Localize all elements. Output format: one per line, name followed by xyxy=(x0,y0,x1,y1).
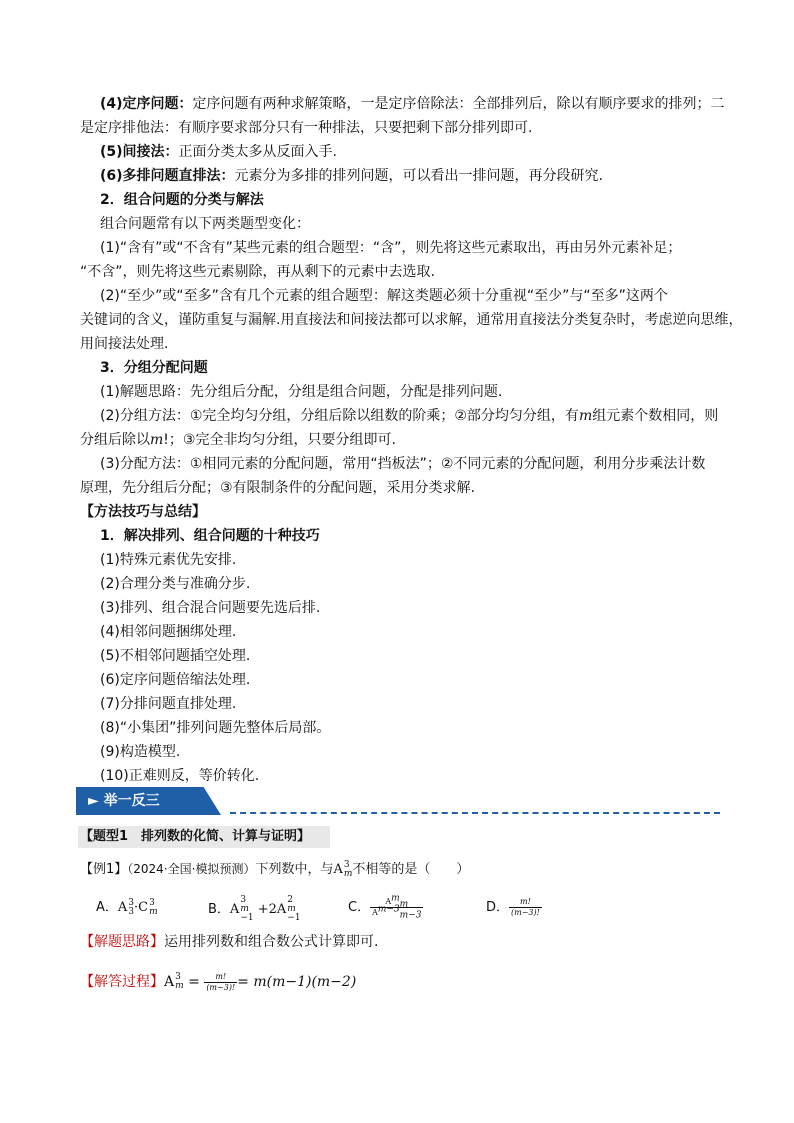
grouping-p2-line1 xyxy=(100,404,740,428)
method-item: (3)排列、组合混合问题要先选后排. xyxy=(100,600,321,616)
example1-stem-pre: 下列数中，与 xyxy=(255,862,334,877)
choice-c-label: C． xyxy=(348,900,371,915)
process-formula-rhs: = m(m−1)(m−2) xyxy=(237,974,357,990)
choice-c-formula: $\frac{A^m_m}{A^{m-3}_{m-3}}$ xyxy=(372,893,422,921)
grouping-p2-var: m xyxy=(578,408,593,424)
grouping-p3-line2: 原理，先分组后分配；③有限制条件的分配问题，采用分类求解. xyxy=(80,480,475,496)
choice-b xyxy=(208,896,301,923)
item4-line1 xyxy=(100,92,740,116)
grouping-p2-pre: (2)分组方法：①完全均匀分组，分组后除以组数的阶乘；②部分均匀分组，有 xyxy=(100,408,579,424)
example1-source: （2024·全国·模拟预测） xyxy=(127,862,256,876)
combination-intro: 组合问题常有以下两类题型变化： xyxy=(100,216,310,232)
choice-d-formula: $\frac{m!}{(m-3)!}$ xyxy=(511,897,540,917)
method-item: (1)特殊元素优先安排. xyxy=(100,552,237,568)
choice-b-formula: A 3 m −1 +2A 2 m −1 xyxy=(229,895,301,923)
choice-d xyxy=(486,896,542,920)
choice-b-label: B． xyxy=(208,902,230,917)
method-item: (8)“小集团”排列问题先整体后局部。 xyxy=(100,720,331,736)
formula-a-m-3: A 3 m xyxy=(333,859,353,879)
solution-process xyxy=(80,970,720,994)
grouping-p2-line2 xyxy=(80,428,720,452)
item4-label: (4)定序问题： xyxy=(100,96,193,112)
combination-p2-line1: (2)“至少”或“至多”含有几个元素的组合题型：解这类题必须十分重视“至少”与“至多”这两个 xyxy=(100,288,668,304)
choice-a-formula: A 3 3 ·C 3 m xyxy=(117,897,158,917)
methods-heading: 【方法技巧与总结】 xyxy=(80,504,206,520)
choice-a-label: A． xyxy=(96,900,118,915)
item6-text: 元素分为多排的排列问题，可以看出一排问题，再分段研究. xyxy=(234,168,603,184)
banner-dash-line xyxy=(230,812,720,814)
item6-line xyxy=(100,164,740,188)
combination-p2-line2: 关键词的含义，谨防重复与漏解.用直接法和间接法都可以求解，通常用直接法分类复杂时，考虑逆向思维， xyxy=(80,312,743,328)
solution-process-label: 【解答过程】 xyxy=(80,974,164,990)
solution-idea-label: 【解题思路】 xyxy=(80,934,164,950)
combination-p1-line1: (1)“含有”或“不含有”某些元素的组合题型：“含”，则先将这些元素取出，再由另外元素补足； xyxy=(100,240,682,256)
section-banner xyxy=(76,787,221,815)
grouping-heading: 3．分组分配问题 xyxy=(100,360,208,376)
grouping-p1: (1)解题思路：先分组后分配，分组是组合问题，分配是排列问题. xyxy=(100,384,503,400)
type1-title: 【题型1 排列数的化简、计算与证明】 xyxy=(80,829,311,844)
grouping-p2-post: 组元素个数相同，则 xyxy=(592,408,719,424)
item6-label: (6)多排问题直排法： xyxy=(100,168,235,184)
banner-label: 举一反三 xyxy=(103,793,160,809)
solution-idea xyxy=(80,930,720,954)
methods-subheading: 1．解决排列、组合问题的十种技巧 xyxy=(100,528,320,544)
example1-stem-post: 不相等的是（ ） xyxy=(352,862,470,877)
grouping-p2b-pre: 分组后除以 xyxy=(80,432,150,448)
method-item: (9)构造模型. xyxy=(100,744,181,760)
example1-stem xyxy=(80,857,720,882)
choice-d-label: D． xyxy=(486,900,510,915)
method-item: (2)合理分类与准确分步. xyxy=(100,576,251,592)
process-fraction: $\frac{m!}{(m-3)!}$ xyxy=(206,971,236,992)
process-formula-lhs: A 3 m = xyxy=(164,972,205,991)
item4-text: 定序问题有两种求解策略，一是定序倍除法：全部排列后，除以有顺序要求的排列；二 xyxy=(192,96,725,112)
item4-line2: 是定序排他法：有顺序要求部分只有一种排法，只要把剩下部分排列即可. xyxy=(80,120,533,136)
grouping-p3-line1: (3)分配方法：①相同元素的分配问题，常用“挡板法”；②不同元素的分配问题，利用分步乘法计数 xyxy=(100,456,706,472)
grouping-p2b-var: m xyxy=(150,432,164,448)
method-item: (7)分排问题直排处理. xyxy=(100,696,237,712)
banner-title xyxy=(88,790,160,812)
method-item: (5)不相邻问题插空处理. xyxy=(100,648,251,664)
method-item: (10)正难则反，等价转化. xyxy=(100,768,260,784)
example1-prefix: 【例1】 xyxy=(80,862,128,877)
method-item: (6)定序问题倍缩法处理. xyxy=(100,672,251,688)
combination-p2-line3: 用间接法处理. xyxy=(80,336,169,352)
solution-idea-text: 运用排列数和组合数公式计算即可. xyxy=(164,934,379,950)
choice-a xyxy=(96,896,158,920)
combination-p1-line2: “不含”，则先将这些元素剔除，再从剩下的元素中去选取. xyxy=(80,264,435,280)
grouping-p2b-post: !；③完全非均匀分组，只要分组即可. xyxy=(163,432,396,448)
combination-heading: 2．组合问题的分类与解法 xyxy=(100,192,264,208)
play-arrow-icon: ► xyxy=(88,793,99,809)
choice-c xyxy=(348,893,423,921)
item5-line xyxy=(100,140,740,164)
item5-text: 正面分类太多从反面入手. xyxy=(178,144,337,160)
method-item: (4)相邻问题捆绑处理. xyxy=(100,624,237,640)
item5-label: (5)间接法： xyxy=(100,144,179,160)
